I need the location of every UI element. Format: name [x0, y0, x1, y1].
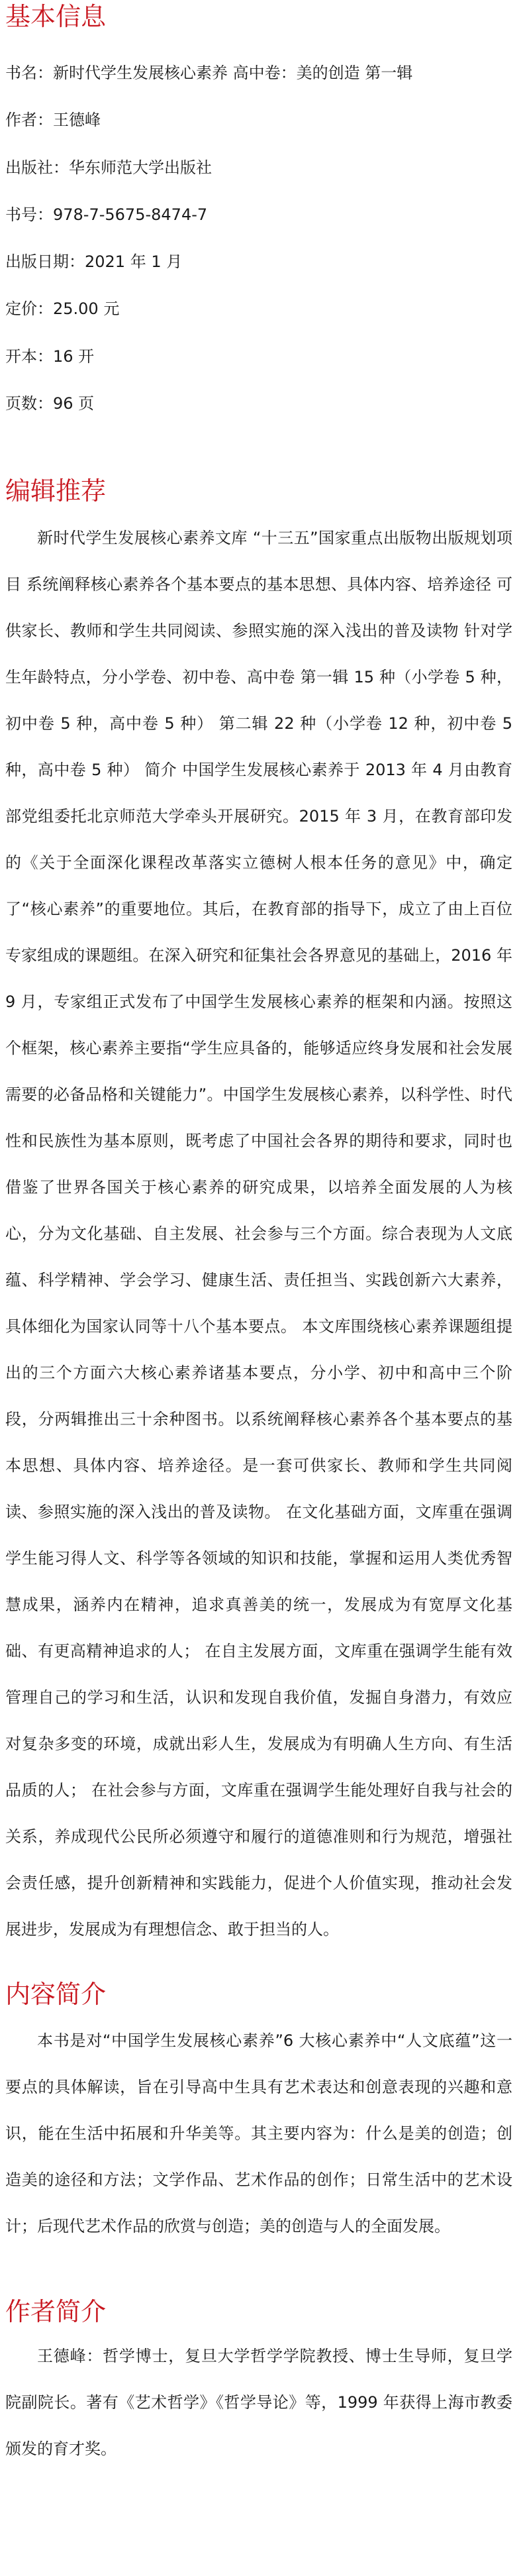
editor-recommendation-text: 新时代学生发展核心素养文库 “十三五”国家重点出版物出版规划项目 系统阐释核心素养各个基本要点的基本思想、具体内容、培养途径 可供家长、教师和学生共同阅读、参照实施的深入浅出的普及读物 针对学生年龄特点，分小学卷、初中卷、高中卷 第一辑 15 种（小学卷 5 种，初中卷 5 种，高中卷 5 种） 第二辑 22 种（小学卷 12 种，初中卷 5 种，高中卷 5 种） 简介 中国学生发展核心素养于 2013 年 4 月由教育部党组委托北京师范大学牵头开展研究。2015 年 3 月，在教育部印发的《关于全面深化课程改革落实立德树人根本任务的意见》中，确定了“核心素养”的重要地位。其后，在教育部的指导下，成立了由上百位专家组成的课题组。在深入研究和征集社会各界意见的基础上，2016 年 9 月，专家组正式发布了中国学生发展核心素养的框架和内涵。按照这个框架，核心素养主要指“学生应具备的，能够适应终身发展和社会发展需要的必备品格和关键能力”。中国学生发展核心素养，以科学性、时代性和民族性为基本原则，既考虑了中国社会各界的期待和要求，同时也借鉴了世界各国关于核心素养的研究成果，以培养全面发展的人为核心，分为文化基础、自主发展、社会参与三个方面。综合表现为人文底蕴、科学精神、学会学习、健康生活、责任担当、实践创新六大素养，具体细化为国家认同等十八个基本要点。 本文库围绕核心素养课题组提出的三个方面六大核心素养诸基本要点，分小学、初中和高中三个阶段，分两辑推出三十余种图书。以系统阐释核心素养各个基本要点的基本思想、具体内容、培养途径。是一套可供家长、教师和学生共同阅读、参照实施的深入浅出的普及读物。 在文化基础方面，文库重在强调学生能习得人文、科学等各领域的知识和技能，掌握和运用人类优秀智慧成果，涵养内在精神，追求真善美的统一，发展成为有宽厚文化基础、有更高精神追求的人； 在自主发展方面，文库重在强调学生能有效管理自己的学习和生活，认识和发现自我价值，发掘自身潜力，有效应对复杂多变的环境，成就出彩人生，发展成为有明确人生方向、有生活品质的人； 在社会参与方面，文库重在强调学生能处理好自我与社会的关系，养成现代公民所必须遵守和履行的道德准则和行为规范，增强社会责任感，提升创新精神和实践能力，促进个人价值实现，推动社会发展进步，发展成为有理想信念、敢于担当的人。 — [5, 529, 512, 1939]
info-price-line: 定价：25.00 元 — [5, 299, 120, 318]
info-pages-line: 页数：96 页 — [5, 394, 95, 413]
info-isbn-line: 书号：978-7-5675-8474-7 — [5, 205, 208, 224]
basic-info-heading: 基本信息 — [5, 2, 107, 31]
content-intro-text: 本书是对“中国学生发展核心素养”6 大核心素养中“人文底蕴”这一要点的具体解读，旨在引导高中生具有艺术表达和创意表现的兴趣和意识，能在生活中拓展和升华美等。其主要内容为：什么是美的创造；创造美的途径和方法；文学作品、艺术作品的创作；日常生活中的艺术设计；后现代艺术作品的欣赏与创造；美的创造与人的全面发展。 — [5, 2031, 512, 2235]
info-publisher-line: 出版社：华东师范大学出版社 — [5, 158, 212, 177]
info-format-line: 开本：16 开 — [5, 347, 95, 366]
content-intro-heading: 内容简介 — [5, 1980, 107, 2009]
info-author-line: 作者：王德峰 — [5, 111, 101, 129]
info-date-line: 出版日期：2021 年 1 月 — [5, 252, 183, 271]
author-intro-heading: 作者简介 — [5, 2297, 107, 2326]
author-intro-text: 王德峰：哲学博士，复旦大学哲学学院教授、博士生导师，复旦学院副院长。著有《艺术哲学》《哲学导论》等，1999 年获得上海市教委颁发的育才奖。 — [5, 2347, 512, 2458]
editor-recommendation-heading: 编辑推荐 — [5, 476, 107, 506]
info-title-line: 书名：新时代学生发展核心素养 高中卷：美的创造 第一辑 — [5, 64, 413, 82]
